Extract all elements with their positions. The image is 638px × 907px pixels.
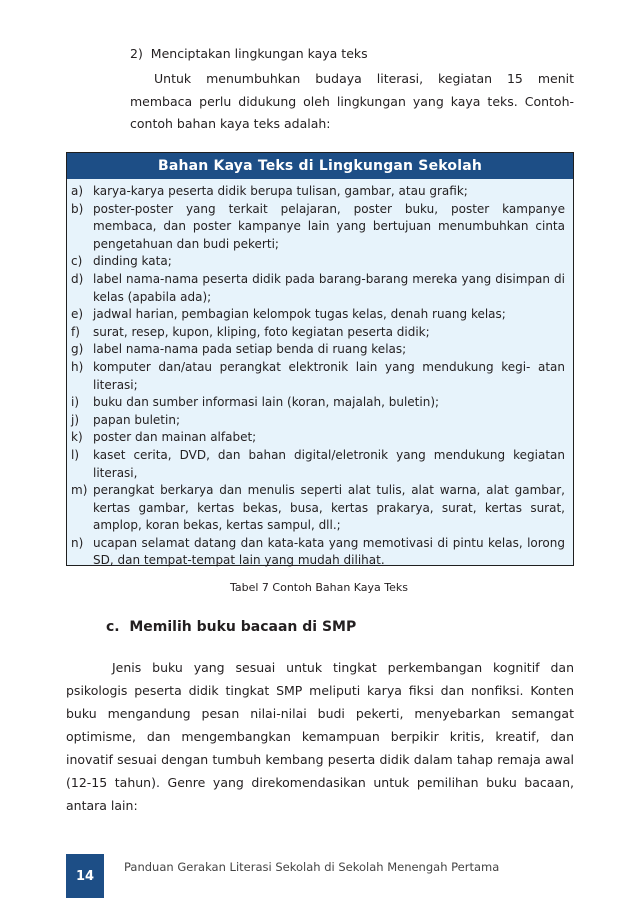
list-item-marker: e)	[71, 307, 84, 322]
list-item-text: label nama-nama pada setiap benda di ruang kelas;	[93, 342, 407, 357]
list-item	[71, 271, 565, 306]
materials-list	[67, 179, 573, 570]
list-item	[71, 412, 565, 430]
list-item	[71, 306, 565, 324]
list-item	[71, 482, 565, 535]
list-item-text: poster-poster yang terkait pelajaran, poster buku, poster kampanye membaca, dan poster kampanye lain yang bertujuan menumbuhkan cinta pengetahuan dan budi pekerti;	[93, 201, 565, 251]
list-item	[71, 253, 565, 271]
list-item-marker: n)	[71, 535, 84, 550]
list-item-marker: k)	[71, 430, 83, 445]
intro-heading-text: Menciptakan lingkungan kaya teks	[150, 46, 368, 61]
page-number: 14	[75, 868, 95, 884]
list-item-marker: a)	[71, 184, 84, 198]
list-item-marker: i)	[71, 395, 80, 410]
list-item	[71, 201, 565, 254]
list-item-text: kaset cerita, DVD, dan bahan digital/eletronik yang mendukung kegiatan literasi,	[93, 447, 565, 480]
intro-heading	[130, 46, 368, 61]
section-title: c. Memilih buku bacaan di SMP	[106, 619, 357, 635]
body-paragraph: Jenis buku yang sesuai untuk tingkat perkembangan kognitif dan psikologis peserta didik tingkat SMP meliputi karya fiksi dan nonfiksi. Konten buku mengandung pesan nilai-nilai budi pekerti, menyebarkan semangat optimisme, dan mengembangkan kemampuan berpikir kritis, kreatif, dan inovatif sesuai dengan tumbuh kembang peserta didik dalam tahap remaja awal (12-15 tahun). Genre yang direkomendasikan untuk pemilihan buku bacaan, antara lain:	[66, 660, 574, 813]
list-item-text: dinding kata;	[93, 254, 172, 269]
list-item	[71, 324, 565, 342]
list-item-text: perangkat berkarya dan menulis seperti alat tulis, alat warna, alat gambar, kertas gambar, kertas bekas, busa, kertas prakarya, surat, kertas surat, amplop, koran bekas, kertas sampul, dll.;	[93, 483, 565, 533]
list-item-marker: l)	[71, 447, 80, 462]
list-item-text: surat, resep, kupon, kliping, foto kegiatan peserta didik;	[93, 324, 430, 339]
list-item-marker: c)	[71, 254, 83, 269]
list-item	[71, 429, 565, 447]
rich-text-materials-box	[66, 152, 574, 566]
list-item-marker: m)	[71, 483, 88, 498]
list-item-text: komputer dan/atau perangkat elektronik lain yang mendukung kegi- atan literasi;	[93, 359, 565, 392]
list-item-marker: h)	[71, 359, 84, 374]
intro-paragraph: Untuk menumbuhkan budaya literasi, kegiatan 15 menit membaca perlu didukung oleh lingkungan yang kaya teks. Contoh-contoh bahan kaya teks adalah:	[130, 71, 574, 131]
list-item-text: ucapan selamat datang dan kata-kata yang memotivasi di pintu kelas, lorong SD, dan tempat-tempat lain yang mudah dilihat.	[93, 535, 565, 568]
list-item-text: label nama-nama peserta didik pada barang-barang mereka yang disimpan di kelas (apabila ada);	[93, 271, 565, 304]
box-title: Bahan Kaya Teks di Lingkungan Sekolah	[67, 153, 573, 179]
list-item	[71, 341, 565, 359]
list-item	[71, 359, 565, 394]
page-number-badge	[66, 854, 104, 898]
list-item	[71, 183, 565, 201]
list-item-marker: f)	[71, 324, 80, 339]
list-item-text: karya-karya peserta didik berupa tulisan, gambar, atau grafik;	[93, 184, 468, 198]
intro-number: 2)	[130, 46, 143, 61]
list-item-text: buku dan sumber informasi lain (koran, majalah, buletin);	[93, 395, 440, 410]
list-item-text: papan buletin;	[93, 412, 180, 427]
list-item-text: poster dan mainan alfabet;	[93, 430, 257, 445]
list-item	[71, 394, 565, 412]
list-item	[71, 447, 565, 482]
list-item-marker: j)	[71, 412, 80, 427]
table-caption: Tabel 7 Contoh Bahan Kaya Teks	[229, 581, 409, 594]
footer-text: Panduan Gerakan Literasi Sekolah di Sekolah Menengah Pertama	[124, 860, 500, 874]
list-item-marker: b)	[71, 201, 84, 216]
list-item-text: jadwal harian, pembagian kelompok tugas kelas, denah ruang kelas;	[93, 307, 506, 322]
list-item-marker: d)	[71, 271, 84, 286]
list-item	[71, 535, 565, 570]
list-item-marker: g)	[71, 342, 84, 357]
